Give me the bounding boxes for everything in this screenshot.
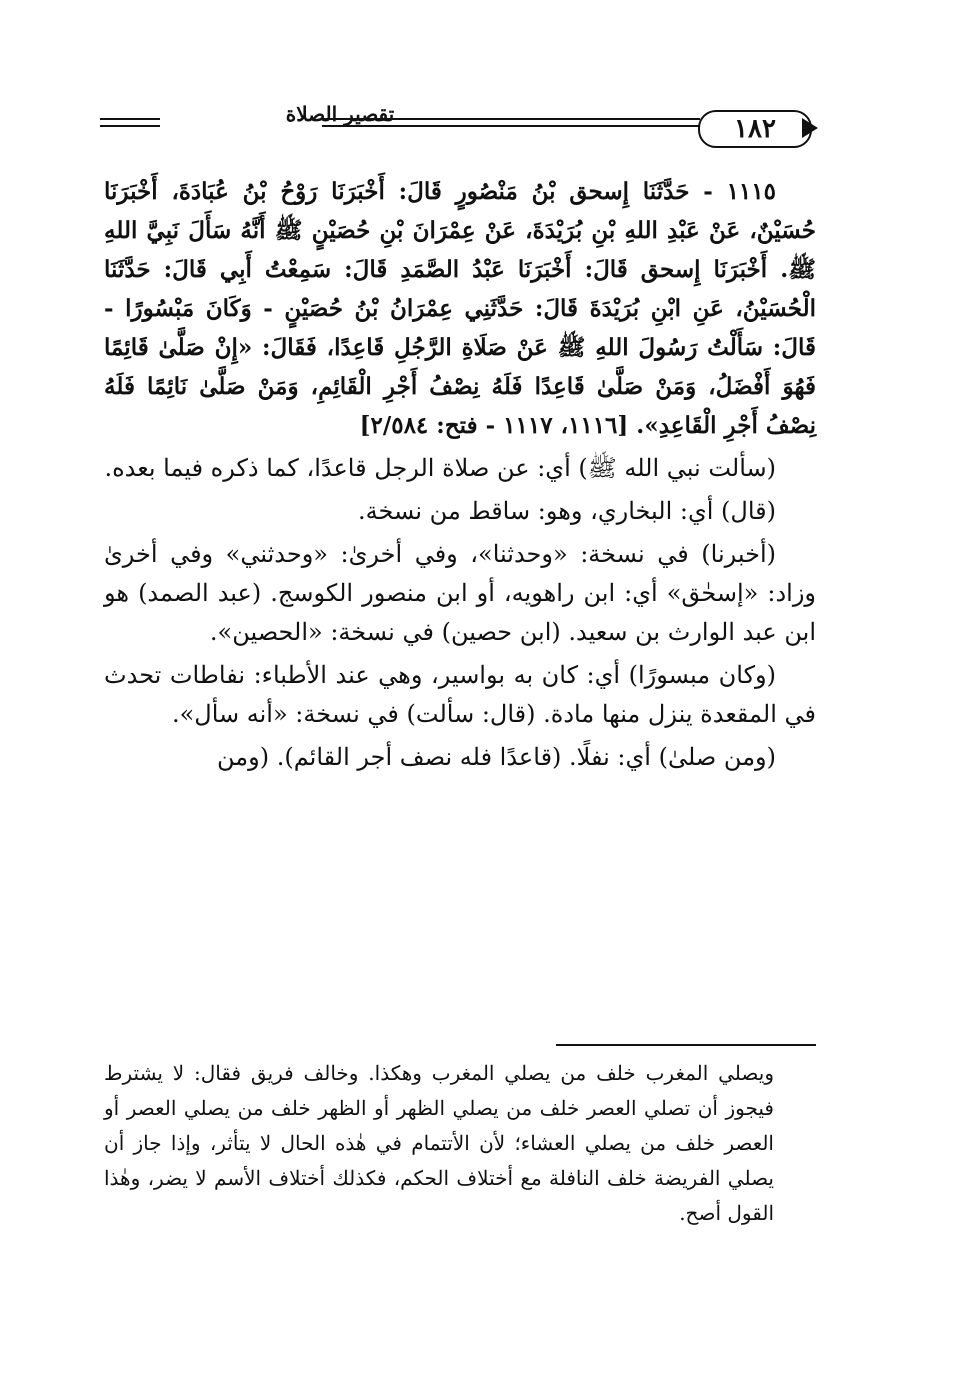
commentary-paragraph: (سألت نبي الله ﷺ) أي: عن صلاة الرجل قاعدًا، كما ذكره فيما بعده. — [104, 454, 776, 482]
commentary-paragraph: (أخبرنا) في نسخة: «وحدثنا»، وفي أخرىٰ: «وحدثني» وفي أخرىٰ وزاد: «إسحٰق» أي: ابن راهويه، أو ابن منصور الكوسج. (عبد الصمد) هو ابن عبد الوارث بن سعيد. (ابن حصين) في نسخة: «الحصين». — [104, 540, 816, 646]
footnote-separator — [556, 1044, 816, 1046]
commentary-paragraph: (وكان مبسورًا) أي: كان به بواسير، وهي عند الأطباء: نفاطات تحدث في المقعدة ينزل منها مادة. (قال: سألت) في نسخة: «أنه سأل». — [104, 661, 816, 728]
header-rule-left-bottom — [100, 125, 160, 127]
footnote — [104, 1056, 774, 1231]
book-title: تقصير الصلاة — [285, 102, 395, 126]
page-badge-ornament — [802, 118, 818, 138]
commentary-paragraph: (ومن صلىٰ) أي: نفلًا. (قاعدًا فله نصف أجر القائم). (ومن — [217, 743, 776, 771]
commentary-paragraph: (قال) أي: البخاري، وهو: ساقط من نسخة. — [357, 497, 776, 525]
page-number: ١٨٢ — [698, 110, 812, 148]
hadith-text: ١١١٥ - حَدَّثَنَا إِسحق بْنُ مَنْصُورٍ قَالَ: أَخْبَرَنَا رَوْحُ بْنُ عُبَادَةَ، أَخْبَرَنَا حُسَيْنٌ، عَنْ عَبْدِ اللهِ بْنِ بُرَيْدَةَ، عَنْ عِمْرَانَ بْنِ حُصَيْنٍ ﷺ أَنَّهُ سَأَلَ نَبِيَّ اللهِ ﷺ. أَخْبَرَنَا إِسحق قَالَ: أَخْبَرَنَا عَبْدُ الصَّمَدِ قَالَ: سَمِعْتُ أَبِي قَالَ: حَدَّثَنَا الْحُسَيْنُ، عَنِ ابْنِ بُرَيْدَةَ قَالَ: حَدَّثَنِي عِمْرَانُ بْنُ حُصَيْنٍ - وَكَانَ مَبْسُورًا - قَالَ: سَأَلْتُ رَسُولَ اللهِ ﷺ عَنْ صَلَاةِ الرَّجُلِ قَاعِدًا، فَقَالَ: «إِنْ صَلَّىٰ قَائِمًا فَهُوَ أَفْضَلُ، وَمَنْ صَلَّىٰ قَاعِدًا فَلَهُ نِصْفُ أَجْرِ الْقَائِمِ، وَمَنْ صَلَّىٰ نَائِمًا فَلَهُ نِصْفُ أَجْرِ الْقَاعِدِ». [١١١٦، ١١١٧ - فتح: ٢/٥٨٤] — [104, 178, 816, 439]
main-text — [104, 172, 816, 777]
page-header — [100, 96, 820, 156]
header-rule-left-top — [100, 118, 160, 120]
footnote-text: ويصلي المغرب خلف من يصلي المغرب وهكذا. وخالف فريق فقال: لا يشترط فيجوز أن تصلي العصر خلف من يصلي الظهر أو الظهر خلف من يصلي العصر أو العصر خلف من يصلي العشاء؛ لأن الأتتمام في هٰذه الحال لا يتأثر، وإذا جاز أن يصلي الفريضة خلف النافلة مع أختلاف الحكم، فكذلك أختلاف الأسم لا يضر، وهٰذا القول أصح. — [104, 1061, 774, 1225]
header-rule-mid-bottom — [322, 125, 700, 127]
header-rule-mid-top — [322, 118, 700, 120]
